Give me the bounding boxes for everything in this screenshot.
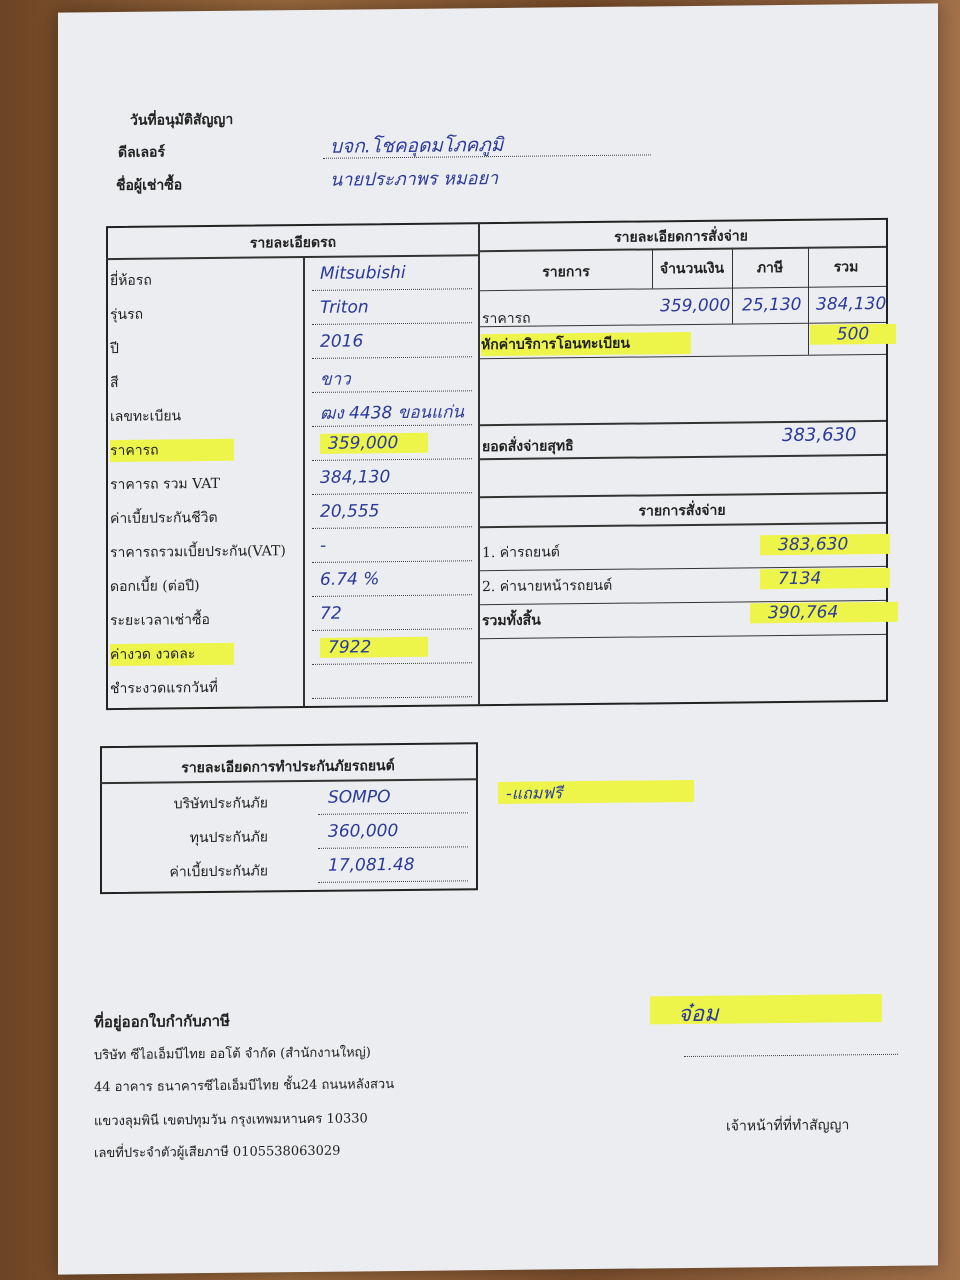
row1-tax: 25,130 xyxy=(742,294,802,316)
signature: จ๋อม xyxy=(650,994,882,1024)
col-sep xyxy=(652,248,653,288)
officer-label: เจ้าหน้าที่ที่ทำสัญญา xyxy=(726,1117,850,1135)
row1-amount: 359,000 xyxy=(660,295,731,317)
row1-label: ราคารถ xyxy=(482,310,531,328)
insurance-row-value: 17,081.48 xyxy=(328,854,415,876)
car-row-value: Mitsubishi xyxy=(320,262,406,284)
car-row-label: ค่าเบี้ยประกันชีวิต xyxy=(110,509,218,528)
car-row-label: ยี่ห้อรถ xyxy=(110,272,152,290)
car-row-value: 6.74 % xyxy=(320,569,380,590)
payment-list-label: รวมทั้งสิ้น xyxy=(482,612,541,630)
car-row-value: 2016 xyxy=(320,331,364,352)
car-column-line xyxy=(303,256,305,706)
insurance-note: -แถมฟรี xyxy=(498,780,694,804)
dealer-value: บจก.โชคอุดมโภคภูมิ xyxy=(330,133,504,158)
car-row-value: 7922 xyxy=(320,637,428,658)
col-item: รายการ xyxy=(542,264,590,281)
car-row-label: เลขทะเบียน xyxy=(110,408,182,426)
payment-details-title: รายละเอียดการสั่งจ่าย xyxy=(614,228,748,246)
payment-list-value: 383,630 xyxy=(760,534,890,555)
car-row-label: รุ่นรถ xyxy=(110,306,144,324)
car-row-value: 20,555 xyxy=(320,501,380,522)
car-row-value: Triton xyxy=(320,297,369,318)
car-row-value: - xyxy=(320,535,327,556)
insurance-row-label: บริษัทประกันภัย xyxy=(173,795,268,813)
payment-list-value: 7134 xyxy=(760,568,890,589)
row2-total: 500 xyxy=(810,324,896,345)
insurance-row-value: SOMPO xyxy=(328,787,391,808)
address-title: ที่อยู่ออกใบกำกับภาษี xyxy=(94,1011,230,1032)
car-details-title: รายละเอียดรถ xyxy=(249,234,337,252)
col-sep xyxy=(808,247,809,323)
car-row-label: ปี xyxy=(110,340,119,358)
col-sep xyxy=(808,323,809,355)
insurance-row-value: 360,000 xyxy=(328,821,399,842)
col-total: รวม xyxy=(833,259,859,276)
car-row-value: 359,000 xyxy=(320,433,428,454)
car-row-label: ราคารถรวมเบี้ยประกัน(VAT) xyxy=(110,543,286,562)
car-row-label: ค่างวด งวดละ xyxy=(110,643,234,666)
col-tax: ภาษี xyxy=(756,260,784,277)
net-label: ยอดสั่งจ่ายสุทธิ xyxy=(482,438,574,456)
lessee-label: ชื่อผู้เช่าซื้อ xyxy=(116,177,183,195)
payment-list-value: 390,764 xyxy=(750,602,898,624)
row1-total: 384,130 xyxy=(816,293,887,315)
address-line-1: บริษัท ซีไอเอ็มบีไทย ออโต้ จำกัด (สำนักงานใหญ่) xyxy=(94,1045,371,1064)
table-divider xyxy=(478,222,480,704)
car-row-label: ราคารถ รวม VAT xyxy=(110,475,220,494)
car-row-value: 384,130 xyxy=(320,467,391,488)
car-row-label: สี xyxy=(110,374,119,392)
car-row-label: ระยะเวลาเช่าซื้อ xyxy=(110,612,210,630)
list-title: รายการสั่งจ่าย xyxy=(638,502,726,520)
signature-line xyxy=(684,1054,898,1057)
insurance-row-label: ทุนประกันภัย xyxy=(189,829,268,847)
car-row-label: ชำระงวดแรกวันที่ xyxy=(110,679,218,698)
car-row-value: ฒง 4438 ขอนแก่น xyxy=(320,402,465,424)
car-row-value: 72 xyxy=(320,603,342,624)
contract-document xyxy=(58,3,938,1274)
approval-date-label: วันที่อนุมัติสัญญา xyxy=(130,111,234,129)
car-row-label: ดอกเบี้ย (ต่อปี) xyxy=(110,578,200,596)
lessee-value: นายประภาพร หมอยา xyxy=(330,167,499,191)
col-amount: จำนวนเงิน xyxy=(659,260,725,278)
insurance-row-label: ค่าเบี้ยประกันภัย xyxy=(169,863,268,881)
tax-id-line: เลขที่ประจำตัวผู้เสียภาษี 0105538063029 xyxy=(94,1143,341,1162)
payment-list-label: 2. ค่านายหน้ารถยนต์ xyxy=(482,577,613,596)
row2-label: หักค่าบริการโอนทะเบียน xyxy=(481,332,691,356)
car-row-label: ราคารถ xyxy=(110,439,234,462)
car-row-value: ขาว xyxy=(320,369,351,390)
dealer-label: ดีลเลอร์ xyxy=(118,144,165,161)
net-value: 383,630 xyxy=(782,424,857,447)
main-table xyxy=(106,218,888,710)
insurance-title: รายละเอียดการทำประกันภัยรถยนต์ xyxy=(181,758,395,777)
address-line-3: แขวงลุมพินี เขตปทุมวัน กรุงเทพมหานคร 10330 xyxy=(94,1111,368,1130)
col-sep xyxy=(732,248,733,324)
payment-list-label: 1. ค่ารถยนต์ xyxy=(482,544,560,562)
address-line-2: 44 อาคาร ธนาคารซีไอเอ็มบีไทย ชั้น24 ถนนหลังสวน xyxy=(94,1077,395,1096)
